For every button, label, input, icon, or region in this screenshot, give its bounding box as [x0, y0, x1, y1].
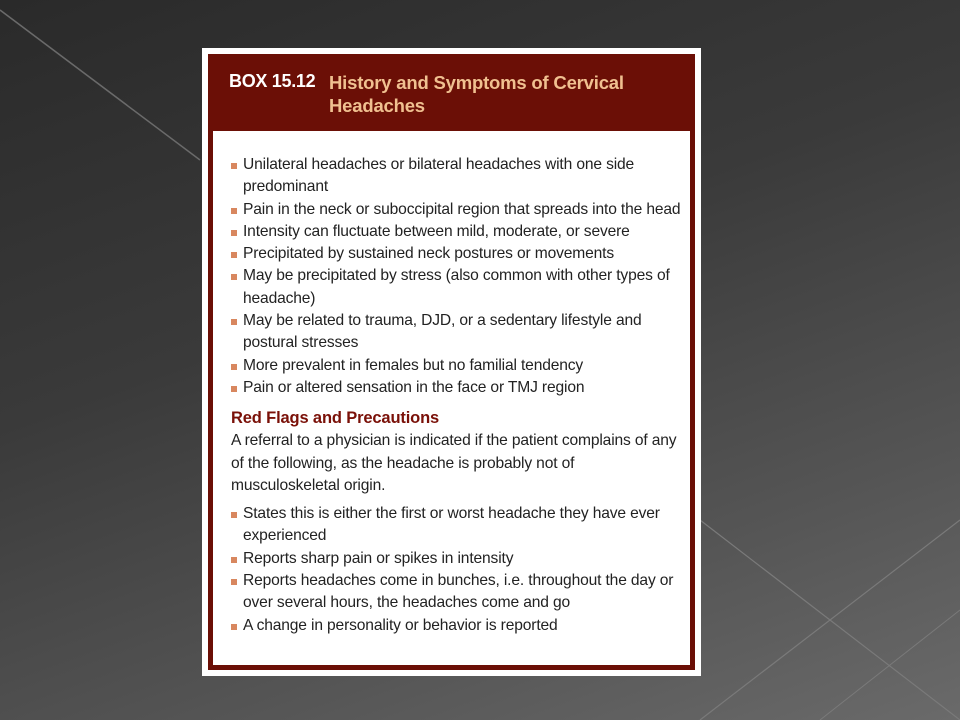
list-item-text: Reports headaches come in bunches, i.e. throughout the day or over several hours, the headaches come and go: [243, 572, 674, 612]
square-bullet-icon: [231, 364, 237, 370]
red-flags-intro: A referral to a physician is indicated if the patient complains of any of the following, as the headache is probably not of musculoskeletal origin.: [231, 432, 677, 494]
list-item-text: Pain or altered sensation in the face or TMJ region: [243, 378, 585, 396]
square-bullet-icon: [231, 319, 237, 325]
list-item: [231, 243, 681, 265]
square-bullet-icon: [231, 579, 237, 585]
list-item-text: Precipitated by sustained neck postures or movements: [243, 245, 614, 263]
list-item: [231, 548, 681, 570]
list-item: [231, 503, 681, 548]
list-item-text: Pain in the neck or suboccipital region that spreads into the head: [243, 200, 681, 218]
list-item: [231, 377, 681, 399]
list-item: [231, 265, 681, 310]
box-header: [213, 59, 690, 131]
square-bullet-icon: [231, 624, 237, 630]
square-bullet-icon: [231, 252, 237, 258]
list-item: [231, 199, 681, 221]
box-label: BOX 15.12: [229, 71, 316, 91]
list-item: [231, 355, 681, 377]
history-list: [231, 154, 681, 399]
list-item: [231, 310, 681, 355]
list-item-text: May be precipitated by stress (also common with other types of headache): [243, 267, 670, 307]
square-bullet-icon: [231, 230, 237, 236]
list-item: [231, 221, 681, 243]
list-item-text: Unilateral headaches or bilateral headaches with one side predominant: [243, 156, 635, 196]
list-item: [231, 570, 681, 615]
square-bullet-icon: [231, 512, 237, 518]
document-card: [202, 48, 701, 676]
square-bullet-icon: [231, 386, 237, 392]
list-item-text: May be related to trauma, DJD, or a sedentary lifestyle and postural stresses: [243, 312, 642, 352]
square-bullet-icon: [231, 208, 237, 214]
red-flags-list: [231, 503, 681, 637]
square-bullet-icon: [231, 274, 237, 280]
list-item-text: States this is either the first or worst headache they have ever experienced: [243, 505, 660, 545]
box-frame: [208, 54, 695, 670]
square-bullet-icon: [231, 557, 237, 563]
list-item: [231, 154, 681, 199]
list-item-text: A change in personality or behavior is reported: [243, 616, 558, 634]
box-body: [231, 154, 681, 637]
box-title: History and Symptoms of Cervical Headaches: [329, 72, 624, 116]
list-item-text: Intensity can fluctuate between mild, moderate, or severe: [243, 222, 630, 240]
list-item-text: Reports sharp pain or spikes in intensity: [243, 549, 514, 567]
list-item: [231, 615, 681, 637]
red-flags-heading: Red Flags and Precautions: [231, 409, 440, 428]
list-item-text: More prevalent in females but no familial tendency: [243, 356, 584, 374]
square-bullet-icon: [231, 163, 237, 169]
